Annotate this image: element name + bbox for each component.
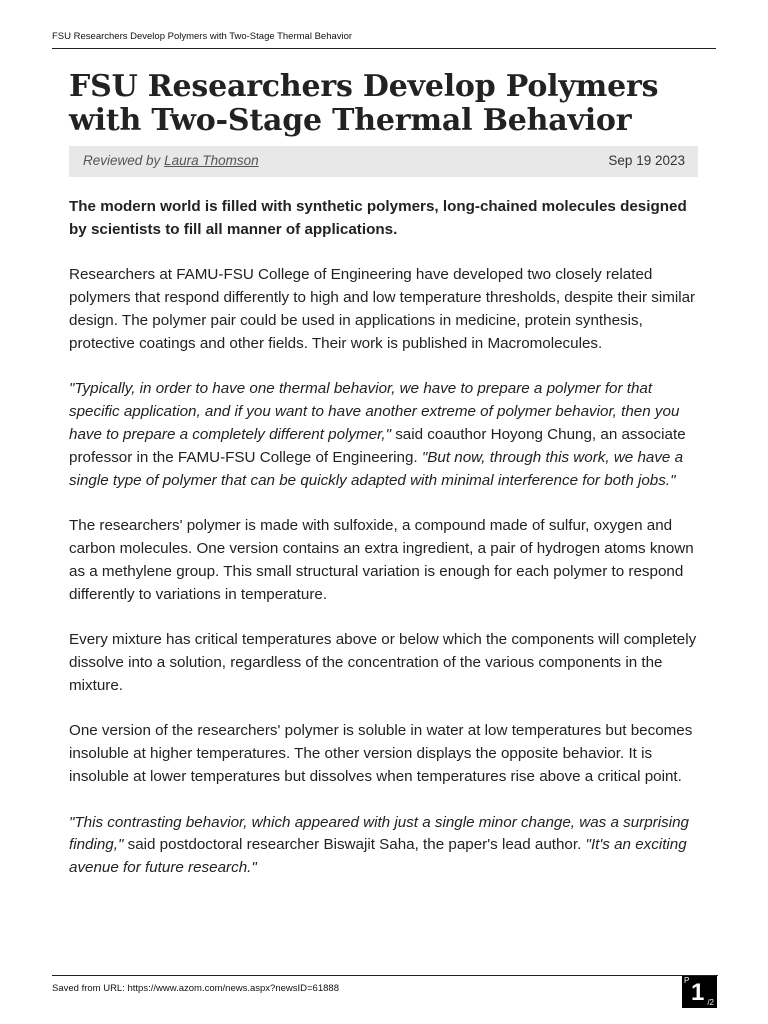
article-title: FSU Researchers Develop Polymers with Two-Stage Thermal Behavior <box>69 69 659 138</box>
article-body <box>69 196 699 903</box>
paragraph-6-quote <box>69 812 699 880</box>
attribution-saha: said postdoctoral researcher Biswajit Saha, the paper's lead author. <box>123 836 586 854</box>
reviewed-by-label: Reviewed by <box>83 153 161 168</box>
page-indicator <box>682 976 717 1008</box>
paragraph-1: Researchers at FAMU-FSU College of Engineering have developed two closely related polymers that respond differently to high and low temperature thresholds, despite their similar design. The polymer pair could be used in applications in medicine, protein synthesis, protective coatings and other fields. Their work is published in Macromolecules. <box>69 266 696 352</box>
publish-date: Sep 19 2023 <box>608 153 685 168</box>
paragraph-5: One version of the researchers' polymer is soluble in water at low temperatures but becomes insoluble at higher temperatures. The other version displays the opposite behavior. It is insoluble at lower temperatures but dissolves when temperatures rise above a critical point. <box>69 722 693 785</box>
footer-divider <box>52 975 718 976</box>
paragraph-3: The researchers' polymer is made with sulfoxide, a compound made of sulfur, oxygen and carbon molecules. One version contains an extra ingredient, a pair of hydrogen atoms known as a methylene group. This small structural variation is enough for each polymer to respond differently to variations in temperature. <box>69 517 694 603</box>
saved-from-url: Saved from URL: https://www.azom.com/news.aspx?newsID=61888 <box>52 983 339 994</box>
header-divider <box>52 48 716 49</box>
reviewed-by <box>83 153 259 168</box>
page-prefix: P <box>684 976 690 985</box>
quote-chung-1: "Typically, in order to have one thermal behavior, we have to prepare a polymer for that specific application, and if you want to have another extreme of polymer behavior, then you have to prepare a completely different polymer," <box>69 380 680 443</box>
paragraph-2-quote <box>69 378 699 492</box>
quote-saha-1: "This contrasting behavior, which appeared with just a single minor change, was a surprising finding," <box>69 813 689 854</box>
page-total: /2 <box>707 998 714 1007</box>
quote-chung-2: "But now, through this work, we have a single type of polymer that can be quickly adapted with minimal interference for both jobs." <box>69 448 684 489</box>
running-header-title: FSU Researchers Develop Polymers with Two-Stage Thermal Behavior <box>52 31 353 42</box>
quote-saha-2: "It's an exciting avenue for future research." <box>69 836 687 877</box>
paragraph-4: Every mixture has critical temperatures above or below which the components will completely dissolve into a solution, regardless of the concentration of the various components in the mixture. <box>69 631 697 694</box>
reviewer-link[interactable]: Laura Thomson <box>164 153 259 168</box>
article-meta-bar <box>69 146 698 177</box>
attribution-chung: said coauthor Hoyong Chung, an associate professor in the FAMU-FSU College of Engineering. <box>69 425 686 466</box>
page-number: 1 <box>691 979 705 1006</box>
lead-paragraph: The modern world is filled with synthetic polymers, long-chained molecules designed by scientists to fill all manner of applications. <box>69 198 687 238</box>
